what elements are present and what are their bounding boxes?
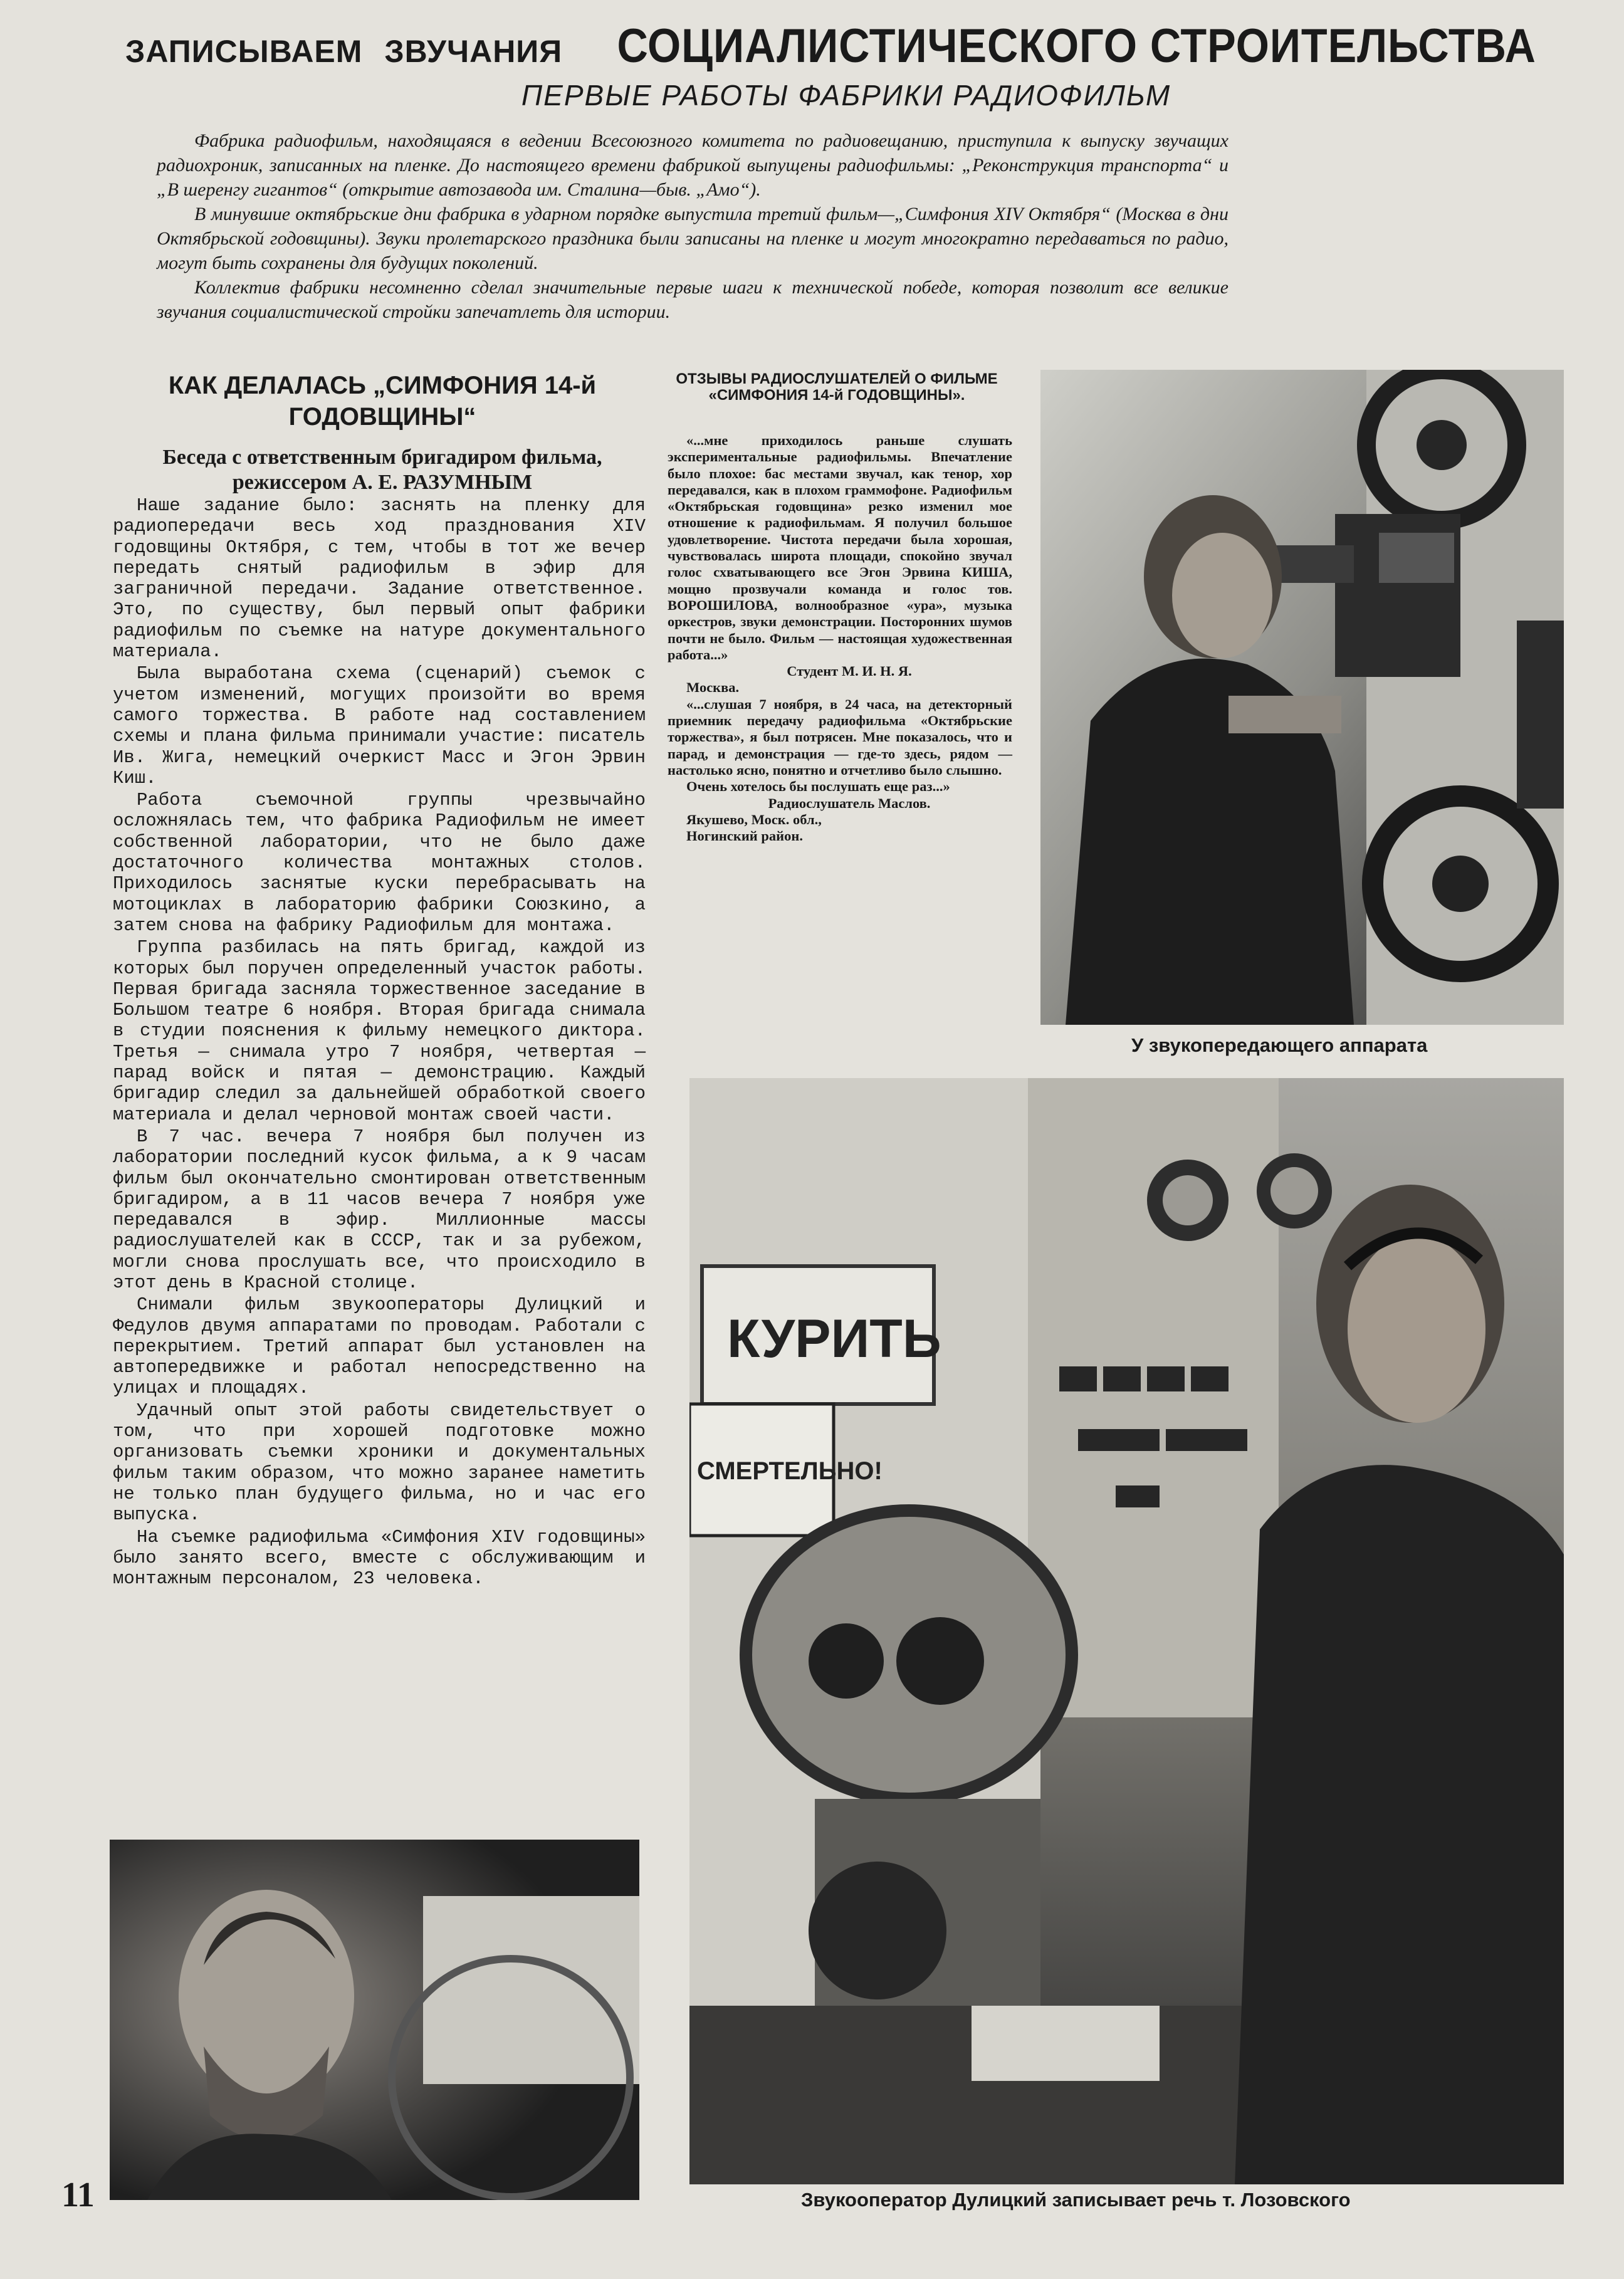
sign-smertelno: СМЕРТЕЛЬНО!: [697, 1457, 883, 1485]
article-paragraph: На съемке радиофильма «Симфония XIV годовщины» было занято всего, вместе с обслуживающим и монтажным персоналом, 23 человека.: [113, 1526, 646, 1590]
review-text: «...слушая 7 ноября, в 24 часа, на детекторный приемник передачу радиофильма «Октябрьские торжества», я был потрясен. Мне показалось, что и парад, и демонстрация — где-то здесь, рядом — настолько ясно, понятно и отчетливо было слышно.: [668, 696, 1012, 778]
intro-paragraph: Коллектив фабрики несомненно сделал значительные первые шаги к технической победе, которая позволит все великие звучания социалистической стройки запечатлеть для истории.: [157, 277, 1228, 322]
photo-sound-apparatus-image: [1040, 370, 1564, 1025]
article-subtitle: Беседа с ответственным бригадиром фильма, режиссером А. Е. РАЗУМНЫМ: [162, 446, 602, 494]
intro-paragraph: В минувшие октябрьские дни фабрика в ударном порядке выпустила третий фильм—„Симфония XIV Октября“ (Москва в дни Октябрьской годовщины). Звуки пролетарского праздника были записаны на пленке и могут многократно передаваться по радио, могут быть сохранены для будущих поколений.: [157, 204, 1228, 273]
photo-sound-operator-image: [689, 1078, 1564, 2184]
article-paragraph: Была выработана схема (сценарий) съемок с учетом изменений, могущих произойти во время самого торжества. В работе над составлением схемы и плана фильма принимали участие: писатель Ив. Жига, немецкий очеркист Масс и Эгон Эрвин Киш.: [113, 663, 646, 788]
headline-small: ЗАПИСЫВАЕМ ЗВУЧАНИЯ: [125, 34, 563, 69]
reviews-title: ОТЗЫВЫ РАДИОСЛУШАТЕЛЕЙ О ФИЛЬМЕ «СИМФОНИЯ 14-й ГОДОВЩИНЫ».: [676, 370, 998, 404]
article-paragraph: Группа разбилась на пять бригад, каждой из которых был поручен определенный участок работы. Первая бригада засняла торжественное заседание в Большом театре 6 ноября. Вторая бригада снимала в студии пояснения к фильму немецкого диктора. Третья — снимала утро 7 ноября, четвертая — парад войск и пятая — демонстрацию. Каждый бригадир следил за дальнейшей обработкой своего материала и делал черновой монтаж своей части.: [113, 937, 646, 1125]
sign-kurit: КУРИТЬ: [727, 1309, 941, 1369]
article-paragraph: Снимали фильм звукооператоры Дулицкий и Федулов двумя аппаратами по проводам. Работали с перекрытием. Третий аппарат был установлен на автопередвижке и работал непосредственно на улицах и площадях.: [113, 1294, 646, 1399]
review-place: Ногинский район.: [686, 828, 803, 844]
article-paragraph: Наше задание было: заснять на пленку для радиопередачи весь ход празднования XIV годовщины Октября, с тем, чтобы в тот же вечер передать снятый радиофильм в эфир для заграничной передачи. Задание ответственное. Это, по существу, был первый опыт фабрики радиофильм по съемке на натуре документального материала.: [113, 495, 646, 663]
headline-big: СОЦИАЛИСТИЧЕСКОГО СТРОИТЕЛЬСТВА: [617, 19, 1536, 73]
photo-sound-apparatus: [1040, 370, 1564, 1025]
caption-sound-apparatus: У звукопередающего аппарата: [1131, 1034, 1428, 1056]
article-paragraph: Удачный опыт этой работы свидетельствует о том, что при хорошей подготовке можно организовать съемки хроники и документальных фильм таким образом, что можно заранее наметить не только план будущего фильма, но и час его выпуска.: [113, 1400, 646, 1526]
page-subtitle: ПЕРВЫЕ РАБОТЫ ФАБРИКИ РАДИОФИЛЬМ: [521, 79, 1171, 112]
review-signature: Радиослушатель Маслов.: [768, 795, 931, 811]
caption-sound-operator: Звукооператор Дулицкий записывает речь т. Лозовского: [801, 2189, 1351, 2211]
review-city: Москва.: [686, 679, 740, 696]
reviews-body: [668, 432, 1012, 844]
page-number: 11: [61, 2176, 95, 2214]
article-paragraph: В 7 час. вечера 7 ноября был получен из лаборатории последний кусок фильма, а к 9 часам фильм был окончательно смонтирован ответственным бригадиром, а в 11 часов вечера 7 ноября уже передавался в эфир. Миллионные массы радиослушателей как в СССР, так и за рубежом, могли снова прослушать все, что происходило в этот день в Красной столице.: [113, 1126, 646, 1293]
review-signature: Студент М. И. Н. Я.: [787, 663, 912, 679]
article-title: КАК ДЕЛАЛАСЬ „СИМФОНИЯ 14-й ГОДОВЩИНЫ“: [168, 372, 597, 431]
article-body: [113, 495, 646, 1590]
intro-block: [157, 128, 1228, 324]
review-text: Очень хотелось бы послушать еще раз...»: [686, 778, 950, 795]
photo-portrait: [110, 1840, 639, 2200]
photo-sound-operator: [689, 1078, 1564, 2184]
article-paragraph: Работа съемочной группы чрезвычайно осложнялась тем, что фабрика Радиофильм не имеет собственной лаборатории, что не было даже достаточного количества монтажных столов. Приходилось заснятые куски перебрасывать на мотоциклах в лабораторию фабрики Союзкино, а затем снова на фабрику Радиофильм для монтажа.: [113, 790, 646, 936]
review-place: Якушево, Моск. обл.,: [686, 811, 822, 827]
intro-paragraph: Фабрика радиофильм, находящаяся в ведении Всесоюзного комитета по радиовещанию, приступила к выпуску звучащих радиохроник, записанных на пленке. До настоящего времени фабрикой выпущены радиофильмы: „Реконструкция транспорта“ и „В шеренгу гигантов“ (открытие автозавода им. Сталина—быв. „Амо“).: [157, 130, 1228, 200]
photo-portrait-image: [110, 1840, 639, 2200]
review-text: «...мне приходилось раньше слушать экспериментальные радиофильмы. Впечатление было плохое: бас местами звучал, как тенор, хор передавался, как в плохом граммофоне. Радиофильм «Октябрьская годовщина» резко изменил мое отношение к радиофильмам. Я получил большое удовлетворение. Чистота передачи была хорошая, чувствовалась широта площади, спокойно звучал голос схватывающего все Эгон Эрвина КИША, мощно прозвучали команда и голос тов. ВОРОШИЛОВА, волнообразное «ура», музыка оркестров, звуки демонстрации. Посторонних шумов почти не было. Фильм — настоящая художественная работа...»: [668, 432, 1012, 663]
page-headline: [125, 19, 1561, 73]
